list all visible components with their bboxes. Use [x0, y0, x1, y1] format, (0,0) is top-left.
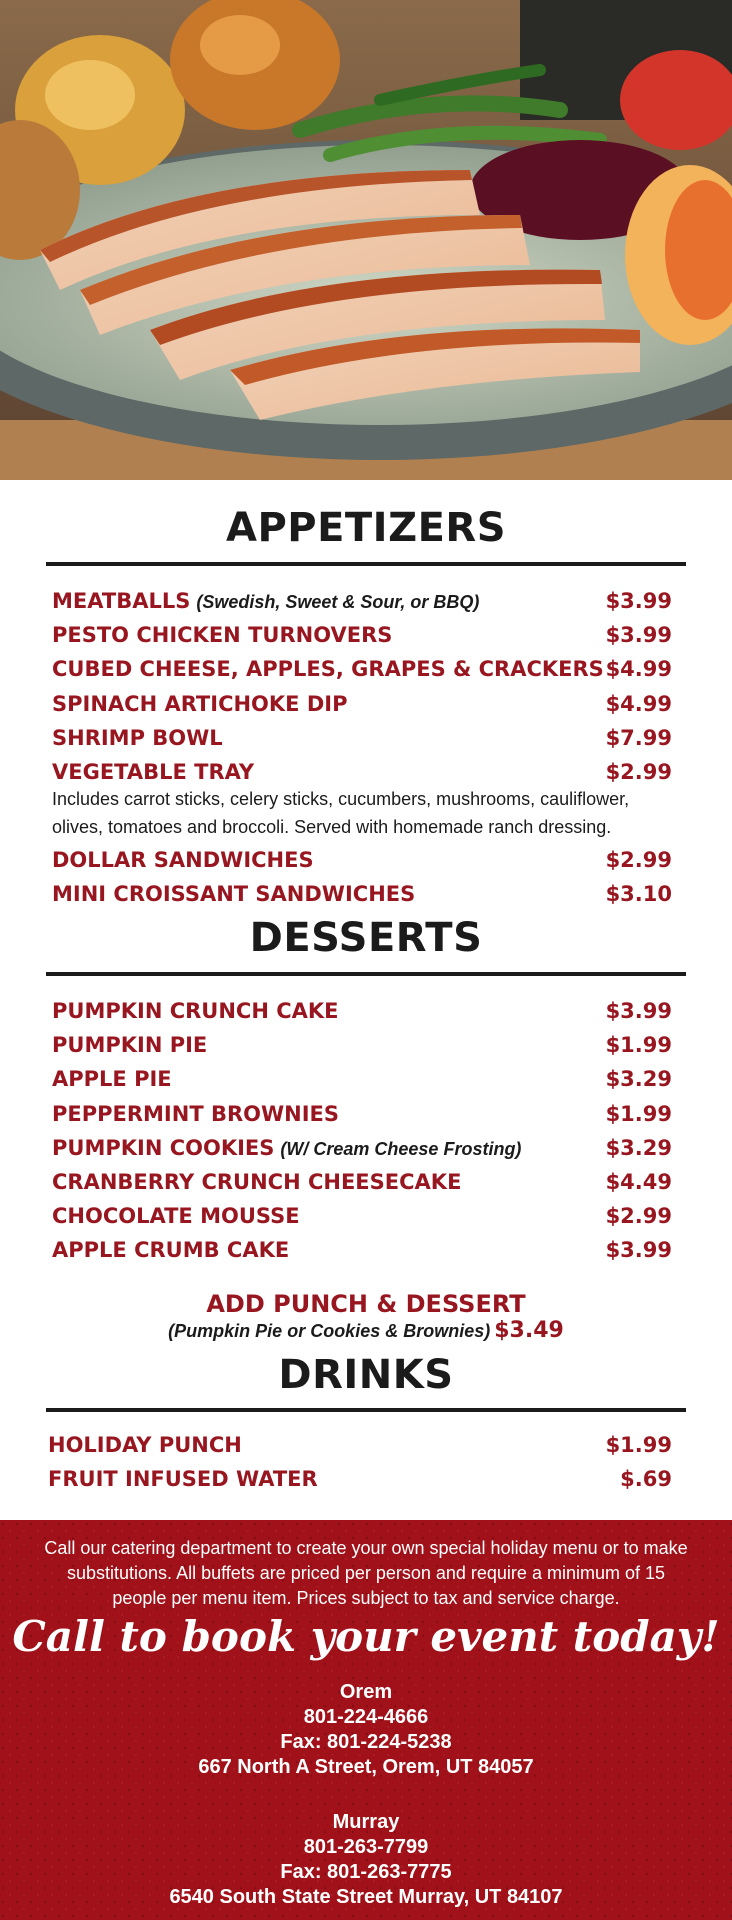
- combo-offer-note: (Pumpkin Pie or Cookies & Brownies): [168, 1321, 491, 1341]
- menu-item-name: PESTO CHICKEN TURNOVERS: [52, 623, 393, 647]
- menu-item: [52, 1033, 672, 1065]
- menu-item-price: $3.99: [605, 1238, 672, 1262]
- location-phone: 801-224-4666: [303, 1706, 429, 1728]
- menu-item: [52, 882, 672, 914]
- menu-item-note: (Swedish, Sweet & Sour, or BBQ): [196, 592, 480, 612]
- menu-item-price: $3.99: [605, 623, 672, 647]
- menu-item-name: PUMPKIN COOKIES (W/ Cream Cheese Frosting): [52, 1136, 522, 1160]
- book-event-callout: Call to book your event today!: [12, 1612, 720, 1661]
- drinks-heading: DRINKS: [278, 1352, 454, 1398]
- combo-offer-line: [0, 1318, 732, 1343]
- turkey-dinner-illustration: [0, 0, 732, 480]
- menu-item: [52, 657, 672, 689]
- menu-item-price: $2.99: [605, 1204, 672, 1228]
- menu-item-note: (W/ Cream Cheese Frosting): [280, 1139, 522, 1159]
- menu-item-name: PUMPKIN CRUNCH CAKE: [52, 999, 339, 1023]
- menu-item: [52, 848, 672, 880]
- menu-item-name: APPLE CRUMB CAKE: [52, 1238, 290, 1262]
- desserts-heading: DESSERTS: [249, 915, 483, 961]
- menu-item-description: Includes carrot sticks, celery sticks, cucumbers, mushrooms, cauliflower, olives, tomatoes and broccoli. Served with homemade ranch dressing.: [52, 789, 630, 837]
- menu-item: [52, 1102, 672, 1134]
- menu-item: [48, 1467, 672, 1499]
- menu-item: [52, 999, 672, 1031]
- location-phone: 801-263-7799: [303, 1836, 429, 1858]
- menu-item: [52, 1204, 672, 1236]
- menu-item: [52, 623, 672, 655]
- menu-item-price: $2.99: [605, 760, 672, 784]
- location-fax: Fax: 801-224-5238: [280, 1731, 452, 1753]
- menu-item-price: $3.99: [605, 589, 672, 613]
- menu-item-name: DOLLAR SANDWICHES: [52, 848, 314, 872]
- appetizers-divider: [46, 562, 686, 566]
- menu-item-name: CHOCOLATE MOUSSE: [52, 1204, 300, 1228]
- combo-offer-price: $3.49: [494, 1318, 564, 1343]
- combo-offer-title: ADD PUNCH & DESSERT: [206, 1290, 526, 1318]
- menu-item: [52, 726, 672, 758]
- menu-item-price: $3.29: [605, 1136, 672, 1160]
- menu-item-name: MINI CROISSANT SANDWICHES: [52, 882, 416, 906]
- location-orem: [0, 1680, 732, 1780]
- appetizers-heading: APPETIZERS: [225, 505, 507, 551]
- menu-item-price: $3.29: [605, 1067, 672, 1091]
- menu-item: [52, 1170, 672, 1202]
- location-murray: [0, 1810, 732, 1910]
- menu-item: [48, 1433, 672, 1465]
- menu-item-price: $4.99: [605, 692, 672, 716]
- menu-item-name: VEGETABLE TRAY: [52, 760, 255, 784]
- menu-item-name: FRUIT INFUSED WATER: [48, 1467, 318, 1491]
- menu-item-price: $7.99: [605, 726, 672, 750]
- menu-item: [52, 589, 672, 621]
- desserts-divider: [46, 972, 686, 976]
- menu-item: [52, 1067, 672, 1099]
- menu-item-name: MEATBALLS (Swedish, Sweet & Sour, or BBQ): [52, 589, 480, 613]
- menu-item-name: APPLE PIE: [52, 1067, 172, 1091]
- location-address: 6540 South State Street Murray, UT 84107: [169, 1886, 563, 1908]
- menu-item-price: $1.99: [605, 1033, 672, 1057]
- location-fax: Fax: 801-263-7775: [280, 1861, 452, 1883]
- location-address: 667 North A Street, Orem, UT 84057: [198, 1756, 534, 1778]
- menu-item-price: $3.99: [605, 999, 672, 1023]
- menu-item: [52, 1238, 672, 1270]
- location-city: Murray: [332, 1811, 400, 1833]
- menu-item-price: $1.99: [605, 1102, 672, 1126]
- menu-item-price: $2.99: [605, 848, 672, 872]
- contact-footer: [0, 1520, 732, 1920]
- menu-item-name: SHRIMP BOWL: [52, 726, 223, 750]
- hero-food-photo: [0, 0, 732, 480]
- menu-item-name: CRANBERRY CRUNCH CHEESECAKE: [52, 1170, 462, 1194]
- menu-item-price: $4.99: [605, 657, 672, 681]
- menu-item-price: $3.10: [605, 882, 672, 906]
- location-city: Orem: [339, 1681, 393, 1703]
- menu-item-price: $4.49: [605, 1170, 672, 1194]
- menu-item-name: SPINACH ARTICHOKE DIP: [52, 692, 348, 716]
- menu-item-name: CUBED CHEESE, APPLES, GRAPES & CRACKERS: [52, 657, 604, 681]
- menu-item: [52, 1136, 672, 1168]
- menu-item-price: $.69: [620, 1467, 672, 1491]
- catering-info: Call our catering department to create your own special holiday menu or to make substitutions. All buffets are priced per person and require a minimum of 15 people per menu item. Prices subject to tax and service charge.: [44, 1538, 688, 1608]
- menu-item-name: HOLIDAY PUNCH: [48, 1433, 242, 1457]
- menu-item-price: $1.99: [605, 1433, 672, 1457]
- menu-item-name: PUMPKIN PIE: [52, 1033, 208, 1057]
- menu-item-name: PEPPERMINT BROWNIES: [52, 1102, 340, 1126]
- drinks-divider: [46, 1408, 686, 1412]
- menu-item: [52, 692, 672, 724]
